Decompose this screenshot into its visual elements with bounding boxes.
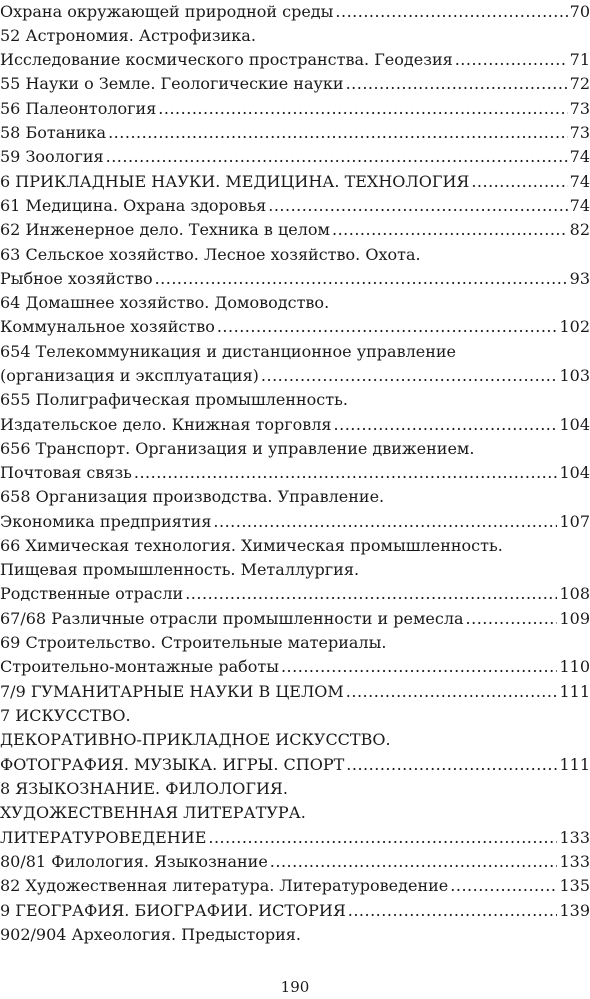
toc-entry-title: 59 Зоология: [0, 147, 104, 166]
toc-entry-title: 656 Транспорт. Организация и управление движением.: [0, 439, 475, 458]
toc-dot-leader: [334, 413, 558, 437]
toc-dot-leader: [346, 72, 568, 96]
toc-entry: [0, 48, 590, 72]
toc-dot-leader: [270, 850, 558, 874]
toc-line: [0, 437, 590, 461]
toc-entry-title: 7/9 ГУМАНИТАРНЫЕ НАУКИ В ЦЕЛОМ: [0, 682, 344, 701]
toc-entry-page: 104: [559, 463, 590, 482]
toc-entry-page: 111: [559, 755, 590, 774]
toc-entry-page: 104: [559, 415, 590, 434]
toc-entry-title: 62 Инженерное дело. Техника в целом: [0, 220, 330, 239]
toc-entry-page: 109: [559, 609, 590, 628]
toc-entry: [0, 364, 590, 388]
toc-dot-leader: [106, 145, 568, 169]
toc-dot-leader: [346, 680, 558, 704]
toc-line: [0, 388, 590, 412]
toc-entry-title: Пищевая промышленность. Металлургия.: [0, 560, 360, 579]
toc-entry-title: ЛИТЕРАТУРОВЕДЕНИЕ: [0, 828, 207, 847]
toc-entry-title: ФОТОГРАФИЯ. МУЗЫКА. ИГРЫ. СПОРТ: [0, 755, 345, 774]
toc-entry-title: 902/904 Археология. Предыстория.: [0, 925, 301, 944]
toc-entry-page: 103: [559, 366, 590, 385]
toc-entry: [0, 0, 590, 24]
toc-entry-title: 658 Организация производства. Управление.: [0, 487, 385, 506]
toc-entry-title: 66 Химическая технология. Химическая промышленность.: [0, 536, 503, 555]
toc-line: [0, 291, 590, 315]
toc-entry: [0, 121, 590, 145]
toc-line: [0, 631, 590, 655]
toc-dot-leader: [134, 461, 558, 485]
toc-entry-title: Экономика предприятия: [0, 512, 212, 531]
toc-entry: [0, 170, 590, 194]
toc-entry-title: 63 Сельское хозяйство. Лесное хозяйство. Охота.: [0, 245, 421, 264]
toc-entry-title: Издательское дело. Книжная торговля: [0, 415, 332, 434]
toc-entry: [0, 826, 590, 850]
toc-entry-page: 74: [569, 172, 590, 191]
toc-entry-title: Строительно-монтажные работы: [0, 657, 279, 676]
toc-entry-page: 111: [559, 682, 590, 701]
toc-entry-title: 56 Палеонтология: [0, 99, 157, 118]
toc-dot-leader: [185, 582, 557, 606]
toc-line: [0, 728, 590, 752]
toc-dot-leader: [268, 194, 567, 218]
toc-entry-title: ДЕКОРАТИВНО-ПРИКЛАДНОЕ ИСКУССТВО.: [0, 730, 391, 749]
toc-entry-title: 61 Медицина. Охрана здоровья: [0, 196, 267, 215]
toc-entry-page: 82: [569, 220, 590, 239]
toc-entry: [0, 97, 590, 121]
toc-entry-title: 52 Астрономия. Астрофизика.: [0, 26, 256, 45]
toc-entry: [0, 850, 590, 874]
toc-entry-title: Рыбное хозяйство: [0, 269, 153, 288]
toc-entry-title: 8 ЯЗЫКОЗНАНИЕ. ФИЛОЛОГИЯ.: [0, 779, 288, 798]
toc-entry: [0, 413, 590, 437]
toc-entry-page: 70: [569, 2, 590, 21]
page-number: 190: [280, 978, 310, 996]
toc-entry: [0, 315, 590, 339]
toc-entry: [0, 582, 590, 606]
toc-entry-page: 74: [569, 196, 590, 215]
toc-line: [0, 534, 590, 558]
toc-entry-title: Коммунальное хозяйство: [0, 317, 215, 336]
toc-entry-page: 133: [559, 828, 590, 847]
toc-entry-page: 93: [569, 269, 590, 288]
toc-entry-page: 73: [569, 99, 590, 118]
toc-line: [0, 801, 590, 825]
toc-line: [0, 923, 590, 947]
toc-dot-leader: [450, 874, 557, 898]
toc-entry-title: 6 ПРИКЛАДНЫЕ НАУКИ. МЕДИЦИНА. ТЕХНОЛОГИЯ: [0, 172, 470, 191]
toc-dot-leader: [348, 899, 558, 923]
toc-entry: [0, 607, 590, 631]
toc-entry-title: 64 Домашнее хозяйство. Домоводство.: [0, 293, 330, 312]
toc-entry-page: 107: [559, 512, 590, 531]
toc-line: [0, 704, 590, 728]
toc-entry: [0, 899, 590, 923]
toc-entry-title: Почтовая связь: [0, 463, 132, 482]
toc-entry-title: Исследование космического пространства. Геодезия: [0, 50, 453, 69]
toc-line: [0, 777, 590, 801]
toc-entry-title: 654 Телекоммуникация и дистанционное управление: [0, 342, 457, 361]
toc-dot-leader: [108, 121, 568, 145]
toc-entry: [0, 874, 590, 898]
toc-entry-page: 133: [559, 852, 590, 871]
toc-entry: [0, 461, 590, 485]
toc-line: [0, 340, 590, 364]
toc-entry-page: 108: [559, 584, 590, 603]
toc-entry: [0, 510, 590, 534]
toc-entry-page: 73: [569, 123, 590, 142]
toc-entry-page: 135: [559, 876, 590, 895]
toc-dot-leader: [158, 97, 567, 121]
toc-entry-title: ХУДОЖЕСТВЕННАЯ ЛИТЕРАТУРА.: [0, 803, 306, 822]
toc-dot-leader: [208, 826, 557, 850]
toc-dot-leader: [213, 510, 557, 534]
toc-dot-leader: [466, 607, 558, 631]
toc-dot-leader: [346, 753, 557, 777]
toc-entry-page: 71: [569, 50, 590, 69]
toc-entry: [0, 145, 590, 169]
toc-line: [0, 243, 590, 267]
toc-entry-page: 139: [559, 901, 590, 920]
toc-entry-title: 67/68 Различные отрасли промышленности и ремесла: [0, 609, 464, 628]
toc-dot-leader: [471, 170, 567, 194]
toc-entry-title: Родственные отрасли: [0, 584, 184, 603]
toc-entry-title: 82 Художественная литература. Литературоведение: [0, 876, 449, 895]
toc-entry-title: 69 Строительство. Строительные материалы.: [0, 633, 387, 652]
toc-entry-title: 58 Ботаника: [0, 123, 107, 142]
toc-entry-title: 9 ГЕОГРАФИЯ. БИОГРАФИИ. ИСТОРИЯ: [0, 901, 346, 920]
toc-dot-leader: [335, 0, 567, 24]
toc-entry-title: (организация и эксплуатация): [0, 366, 259, 385]
toc-entry: [0, 194, 590, 218]
toc-entry: [0, 72, 590, 96]
toc-dot-leader: [281, 655, 557, 679]
toc-entry: [0, 680, 590, 704]
toc-entry-page: 74: [569, 147, 590, 166]
toc-entry-page: 102: [559, 317, 590, 336]
toc-entry: [0, 753, 590, 777]
toc-entry-page: 72: [569, 74, 590, 93]
toc-line: [0, 558, 590, 582]
toc-entry: [0, 267, 590, 291]
toc-dot-leader: [455, 48, 568, 72]
toc-entry: [0, 655, 590, 679]
toc-entry-title: 7 ИСКУССТВО.: [0, 706, 131, 725]
toc-entry-title: 655 Полиграфическая промышленность.: [0, 390, 348, 409]
toc-entry-title: 55 Науки о Земле. Геологические науки: [0, 74, 344, 93]
toc-dot-leader: [217, 315, 558, 339]
toc-dot-leader: [155, 267, 568, 291]
toc-entry-title: 80/81 Филология. Языкознание: [0, 852, 268, 871]
toc-dot-leader: [332, 218, 568, 242]
toc-entry-page: 110: [559, 657, 590, 676]
toc-dot-leader: [261, 364, 558, 388]
toc-entry: [0, 218, 590, 242]
toc-line: [0, 485, 590, 509]
toc-entry-title: Охрана окружающей природной среды: [0, 2, 334, 21]
toc-line: [0, 24, 590, 48]
